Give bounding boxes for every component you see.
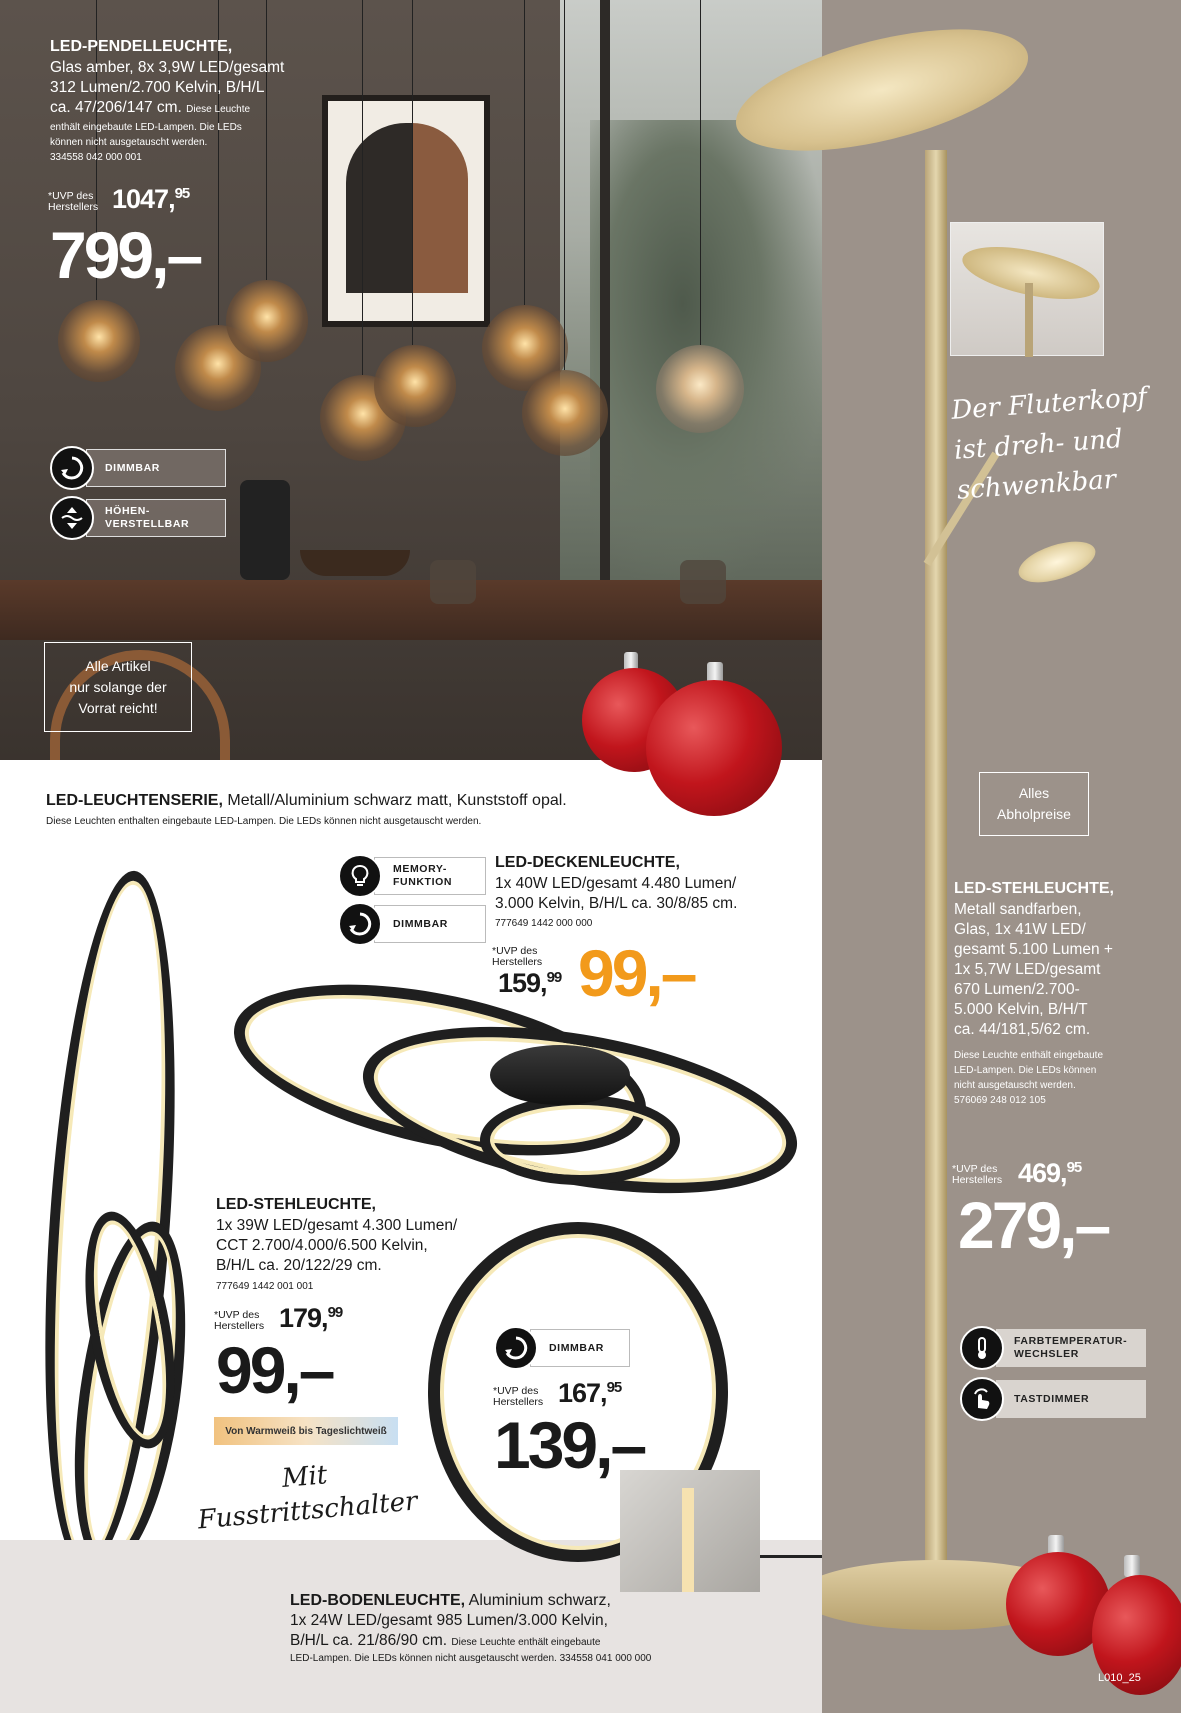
floor-lamp-reading-head <box>1014 533 1101 590</box>
uvp-line: *UVP des <box>493 1385 539 1397</box>
height-adjust-icon <box>50 496 94 540</box>
ground-desc-line <box>290 1631 710 1651</box>
uvp-line: Herstellers <box>492 956 543 968</box>
uvp-line: Herstellers <box>493 1396 544 1408</box>
pendant-globe <box>522 370 608 456</box>
floor-black-uvp-label <box>214 1310 264 1332</box>
uvp-line: Herstellers <box>952 1174 1003 1186</box>
pickup-price-box <box>979 772 1089 836</box>
desc-line: 1x 5,7W LED/gesamt <box>954 961 1101 978</box>
script-line: Mit <box>280 1460 329 1494</box>
pendant-globe <box>226 280 308 362</box>
feature-label <box>86 499 226 537</box>
floor-black-article-number: 777649 1442 001 001 <box>216 1281 314 1292</box>
pendant-cable <box>412 0 413 345</box>
feature-label: TASTDIMMER <box>996 1380 1146 1418</box>
pendant-note-inline: Diese Leuchte <box>186 104 251 115</box>
old-price-cents: 95 <box>1066 1159 1082 1176</box>
feature-label-line: FUNKTION <box>393 876 453 888</box>
pendant-cable <box>564 0 565 370</box>
ground-old-price <box>558 1378 621 1409</box>
pendant-desc-line: 312 Lumen/2.700 Kelvin, B/H/L <box>50 79 265 96</box>
feature-label-line: MEMORY- <box>393 863 447 875</box>
pendant-desc-line3: ca. 47/206/147 cm. <box>50 99 182 116</box>
pendant-cable <box>266 0 267 280</box>
dimmer-icon <box>338 902 382 946</box>
christmas-ornament <box>646 680 782 816</box>
desc-line: 1x 39W LED/gesamt 4.300 Lumen/ <box>216 1217 458 1234</box>
script-line: Fusstrittschalter <box>196 1486 419 1536</box>
ceiling-lamp-image <box>220 975 800 1215</box>
uvp-line: Herstellers <box>48 201 99 213</box>
ground-price: 139,– <box>494 1408 645 1482</box>
ground-desc-line3: B/H/L ca. 21/86/90 cm. <box>290 1632 448 1649</box>
feature-dimmbar <box>50 448 226 488</box>
feature-tastdimmer <box>960 1379 1146 1419</box>
desc-line: 1x 40W LED/gesamt 4.480 Lumen/ <box>495 875 737 892</box>
floor-black-desc <box>216 1216 476 1276</box>
floor-black-old-price <box>279 1303 342 1334</box>
window-frame <box>600 0 610 590</box>
series-desc: Metall/Aluminium schwarz matt, Kunststoff opal. <box>227 792 567 809</box>
ground-title-line <box>290 1590 710 1611</box>
ground-uvp-label <box>493 1386 543 1408</box>
ceiling-title: LED-DECKENLEUCHTE, <box>495 854 680 871</box>
feature-label-line: HÖHEN- <box>105 505 151 517</box>
ground-note: LED-Lampen. Die LEDs können nicht ausgetauscht werden. 334558 041 000 000 <box>290 1653 652 1664</box>
wall-art <box>322 95 490 327</box>
table-glass <box>430 560 476 604</box>
stock-note-box <box>44 642 192 732</box>
note-line: Diese Leuchte enthält eingebaute <box>954 1050 1104 1061</box>
pendant-desc-line: Glas amber, 8x 3,9W LED/gesamt <box>50 59 285 76</box>
ground-lamp-cable <box>760 1555 822 1558</box>
stock-note-line: Vorrat reicht! <box>78 699 158 716</box>
ceiling-article-number: 777649 1442 000 000 <box>495 918 593 929</box>
uvp-line: *UVP des <box>952 1163 998 1175</box>
desc-line: 3.000 Kelvin, B/H/L ca. 30/8/85 cm. <box>495 895 738 912</box>
pickup-note-line: Alles <box>1018 785 1050 801</box>
ground-lamp-base <box>620 1470 760 1592</box>
feature-label <box>374 857 486 895</box>
old-price-main: 167, <box>558 1378 607 1408</box>
feature-label-line: FARBTEMPERATUR- <box>1014 1335 1128 1347</box>
desc-line: gesamt 5.100 Lumen + <box>954 941 1113 958</box>
old-price-cents: 99 <box>546 969 562 986</box>
desc-line: CCT 2.700/4.000/6.500 Kelvin, <box>216 1237 428 1254</box>
ceiling-price: 99,– <box>578 936 695 1010</box>
uvp-line: Herstellers <box>214 1320 265 1332</box>
script-line: schwenkbar <box>955 464 1118 506</box>
pendant-desc <box>50 58 320 118</box>
pendant-cable <box>524 0 525 305</box>
pendant-globe <box>58 300 140 382</box>
pendant-article-number: 334558 042 000 001 <box>50 152 142 163</box>
oval-floor-lamp-image <box>40 870 210 1630</box>
pendant-uvp-label <box>48 191 98 213</box>
lamp-ring <box>480 1095 680 1185</box>
memory-bulb-icon <box>338 854 382 898</box>
ground-desc-line: 1x 24W LED/gesamt 985 Lumen/3.000 Kelvin, <box>290 1612 608 1629</box>
uvp-line: *UVP des <box>214 1309 260 1321</box>
feature-label: DIMMBAR <box>374 905 486 943</box>
desc-line: 5.000 Kelvin, B/H/T <box>954 1001 1088 1018</box>
foot-switch-script-note <box>193 1451 418 1538</box>
pendant-globe <box>374 345 456 427</box>
ceiling-uvp-label <box>492 946 542 968</box>
sidebar-price: 279,– <box>958 1188 1109 1262</box>
stock-note-line: nur solange der <box>69 678 167 695</box>
sidebar-uvp-label <box>952 1164 1002 1186</box>
ceiling-desc <box>495 874 795 914</box>
pendant-cable <box>362 0 363 375</box>
pendant-title: LED-PENDELLEUCHTE, <box>50 38 233 55</box>
old-price-main: 469, <box>1018 1158 1067 1188</box>
old-price-main: 159, <box>498 968 547 998</box>
pendant-note-line: können nicht ausgetauscht werden. <box>50 137 208 148</box>
ground-product-text <box>290 1590 710 1666</box>
feature-memory <box>338 856 486 896</box>
stock-note-line: Alle Artikel <box>85 657 151 674</box>
sidebar-script-note <box>950 377 1154 510</box>
pendant-price: 799,– <box>50 218 201 292</box>
ground-note-inline: Diese Leuchte enthält eingebaute <box>451 1637 601 1648</box>
ground-title: LED-BODENLEUCHTE, <box>290 1592 466 1609</box>
pendant-globe <box>656 345 744 433</box>
floor-black-price: 99,– <box>216 1333 333 1407</box>
uvp-line: *UVP des <box>48 190 94 202</box>
feature-dimmbar <box>338 904 486 944</box>
dimmer-icon <box>50 446 94 490</box>
ornament-cap <box>1124 1555 1140 1577</box>
old-price-cents: 95 <box>174 185 190 202</box>
old-price-main: 1047, <box>112 184 175 214</box>
series-header <box>46 792 567 810</box>
cct-badge: Von Warmweiß bis Tageslichtweiß <box>214 1417 398 1445</box>
pickup-note-line: Abholpreise <box>997 806 1071 822</box>
pendant-old-price <box>112 184 189 215</box>
series-title: LED-LEUCHTENSERIE, <box>46 792 223 809</box>
pendant-note <box>50 120 242 165</box>
note-line: LED-Lampen. Die LEDs können <box>954 1065 1097 1076</box>
script-line: Der Fluterkopf <box>950 382 1148 426</box>
ground-desc-first: Aluminium schwarz, <box>468 1592 611 1609</box>
thermometer-icon <box>960 1326 1004 1370</box>
article-number: 576069 248 012 105 <box>954 1095 1046 1106</box>
sidebar-product-title: LED-STEHLEUCHTE, <box>954 880 1114 897</box>
script-line: ist dreh- und <box>953 424 1124 466</box>
desc-line: Glas, 1x 41W LED/ <box>954 921 1086 938</box>
feature-label: DIMMBAR <box>530 1329 630 1367</box>
table-vase <box>240 480 290 580</box>
table-glass-2 <box>680 560 726 604</box>
old-price-main: 179, <box>279 1303 328 1333</box>
old-price-cents: 95 <box>606 1379 622 1396</box>
desc-line: Metall sandfarben, <box>954 901 1082 918</box>
sidebar-panel <box>822 0 1181 1713</box>
pendant-note-line: enthält eingebaute LED-Lampen. Die LEDs <box>50 122 242 133</box>
pendant-cable <box>700 0 701 345</box>
sidebar-old-price <box>1018 1158 1081 1189</box>
sidebar-product-desc <box>954 900 1174 1040</box>
touch-hand-icon <box>960 1377 1004 1421</box>
note-line: nicht ausgetauscht werden. <box>954 1080 1076 1091</box>
desc-line: B/H/L ca. 20/122/29 cm. <box>216 1257 382 1274</box>
table-bowl <box>300 550 410 576</box>
floor-black-title: LED-STEHLEUCHTE, <box>216 1196 376 1213</box>
feature-label <box>996 1329 1146 1367</box>
lamp-canopy <box>490 1045 630 1105</box>
feature-hoehenverstellbar <box>50 498 226 538</box>
feature-label-line: VERSTELLBAR <box>105 518 190 530</box>
page-number: L010_25 <box>1098 1672 1141 1684</box>
hero-photo <box>0 0 822 760</box>
feature-label: DIMMBAR <box>86 449 226 487</box>
feature-label-line: WECHSLER <box>1014 1348 1079 1360</box>
floor-lamp-pole <box>925 150 947 1570</box>
inset-photo <box>950 222 1104 356</box>
feature-farbtemperatur <box>960 1328 1146 1368</box>
desc-line: ca. 44/181,5/62 cm. <box>954 1021 1091 1038</box>
uvp-line: *UVP des <box>492 945 538 957</box>
series-note: Diese Leuchten enthalten eingebaute LED-Lampen. Die LEDs können nicht ausgetauscht werden. <box>46 816 482 827</box>
sidebar-product-note <box>954 1048 1174 1108</box>
dimmer-icon <box>494 1326 538 1370</box>
pendant-desc-line <box>50 98 320 118</box>
desc-line: 670 Lumen/2.700- <box>954 981 1080 998</box>
old-price-cents: 99 <box>327 1304 343 1321</box>
feature-dimmbar <box>494 1328 630 1368</box>
